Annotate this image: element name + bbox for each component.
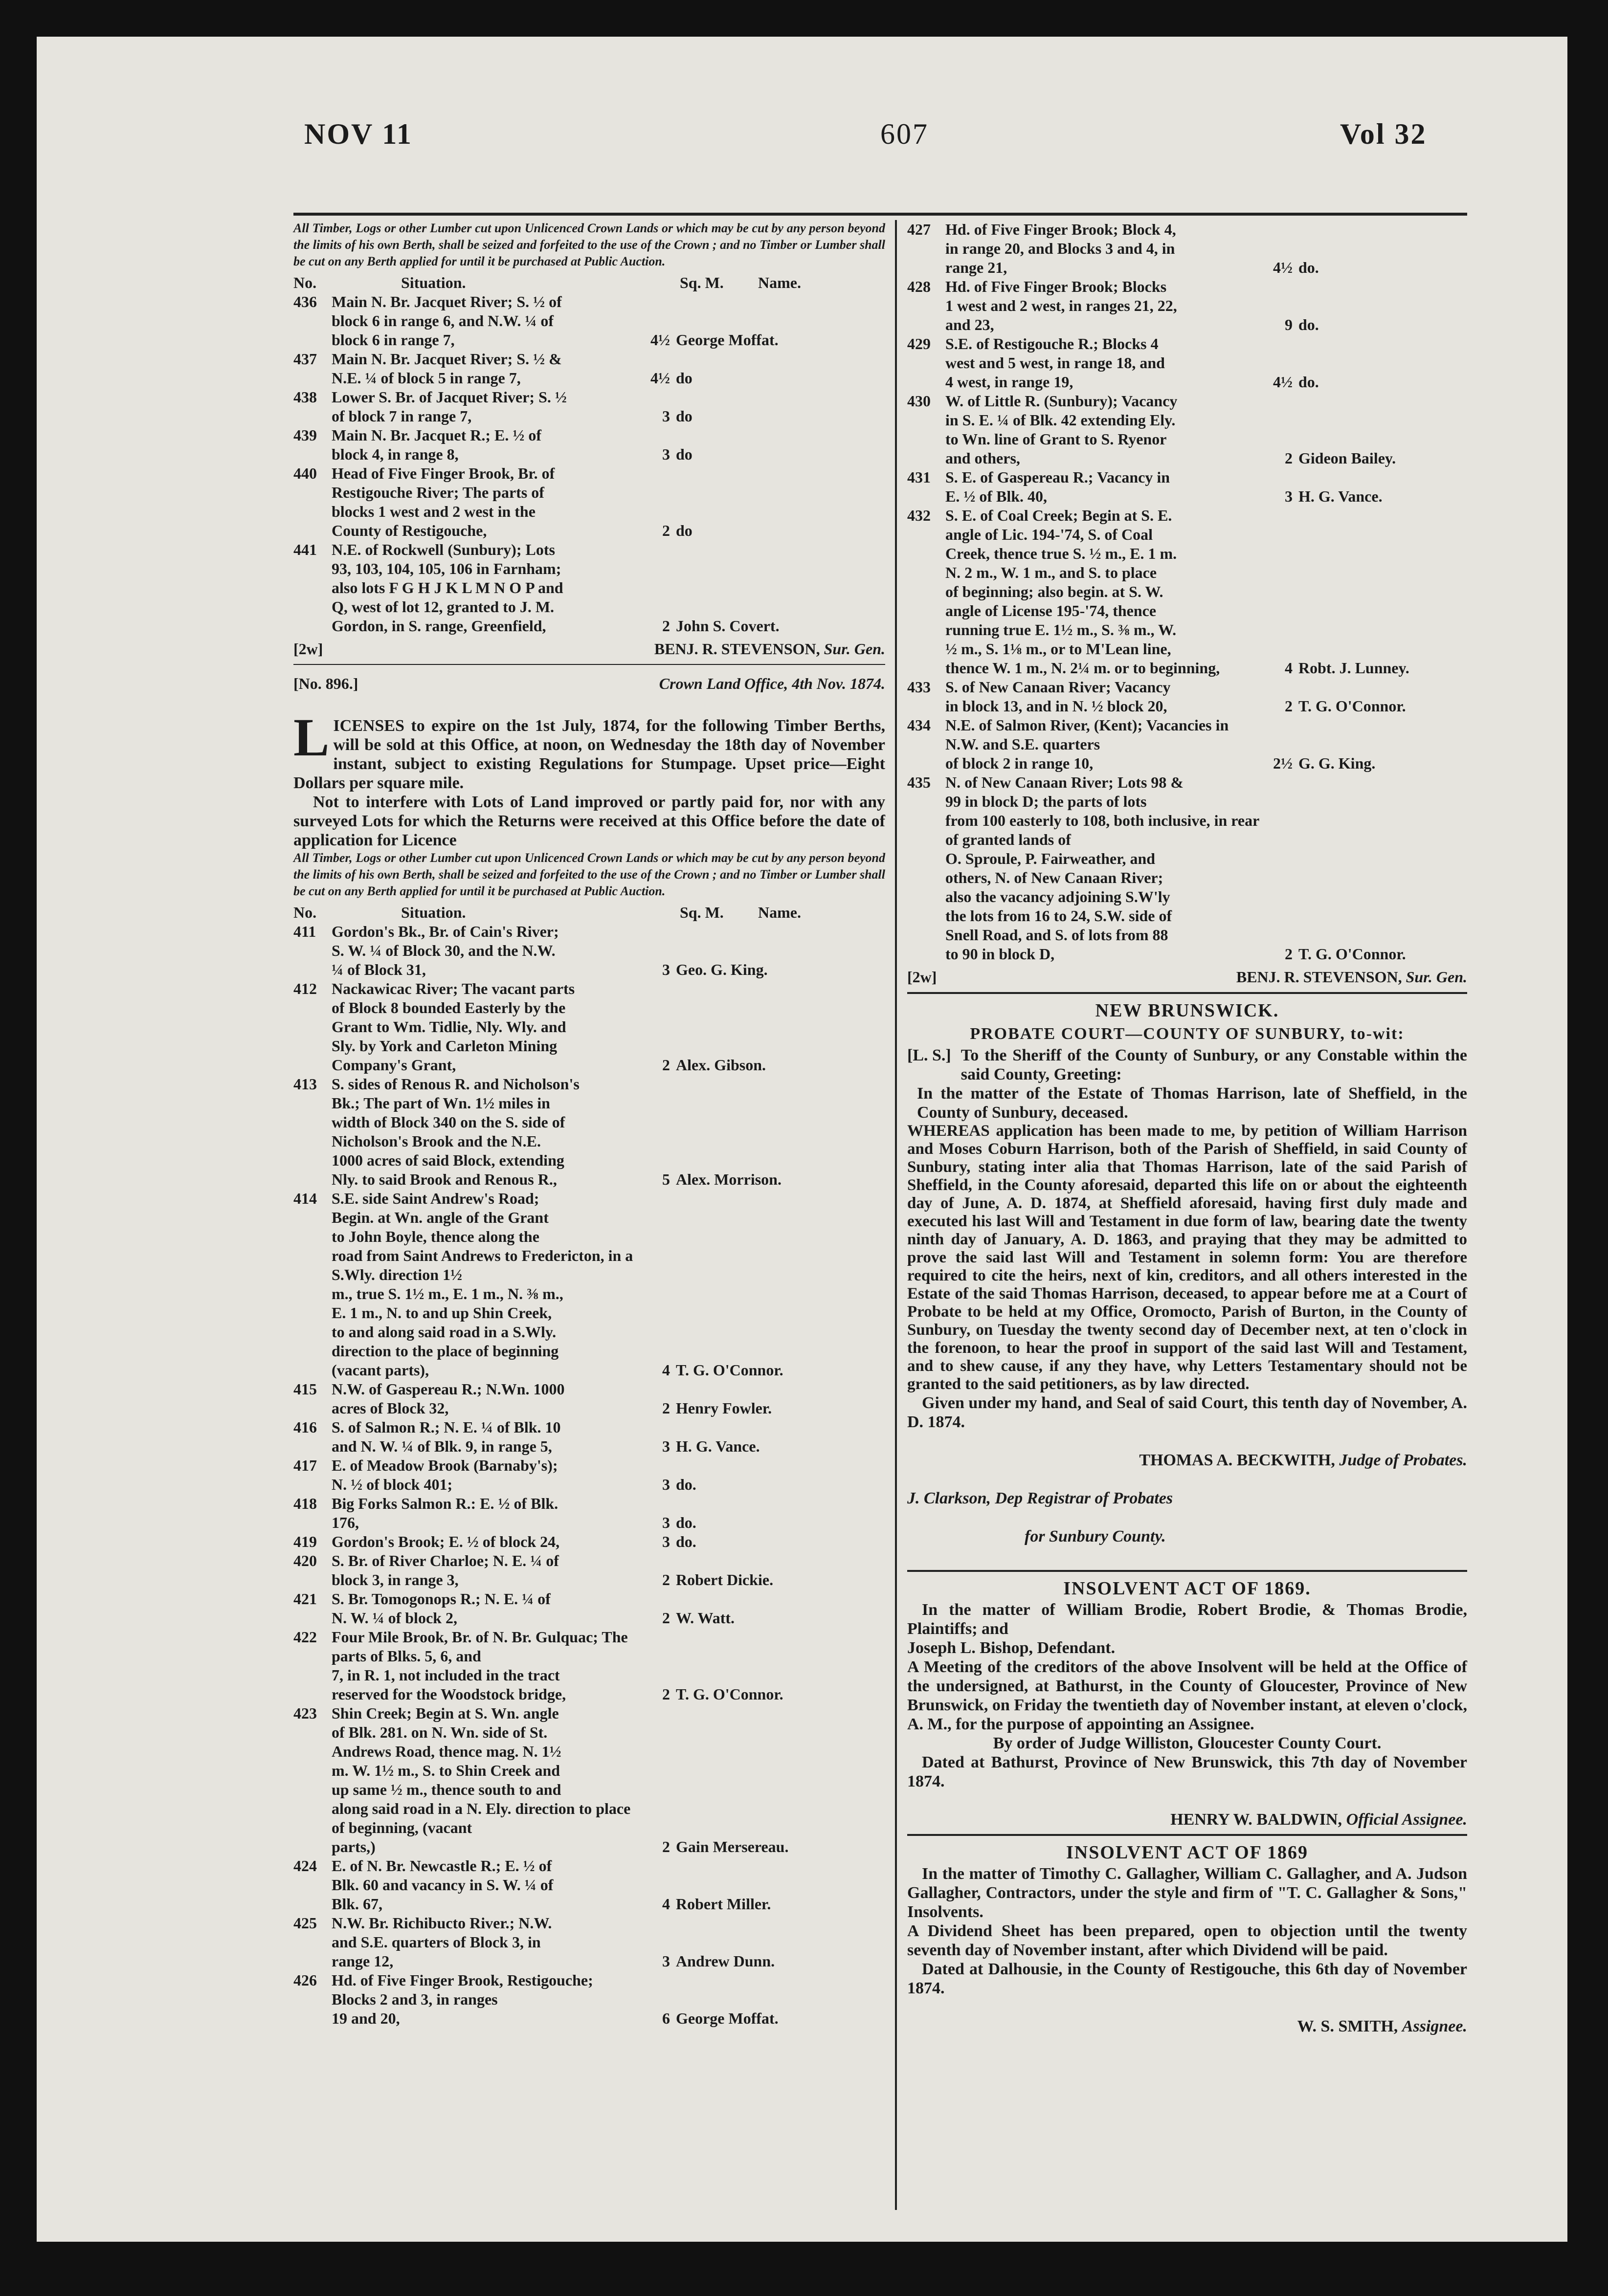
berth-licensee: Alex. Gibson. [676,1056,766,1074]
berth-square-miles: 2 [1285,945,1293,963]
insolvent-dated-2: Dated at Dalhousie, in the County of Restigouche, this 6th day of November 1874. [907,1960,1467,1997]
berth-number: 429 [907,335,931,353]
berth-square-miles: 3 [662,407,670,425]
berth-entry [907,220,1467,277]
berth-number: 412 [293,980,317,997]
berth-situation: Hd. of Five Finger Brook; Blocks 1 west and 2 west, in ranges 21, 22, and 23, [945,278,1177,333]
berth-entry [907,678,1467,716]
berth-entry [293,1551,885,1590]
berth-entry [293,1590,885,1628]
berth-licensee: Andrew Dunn. [676,1952,775,1970]
berth-square-miles: 2 [1285,449,1293,467]
insertion-mark: [2w] [907,968,937,986]
berth-licensee: W. Watt. [676,1609,735,1627]
berth-entry [293,1380,885,1418]
assignee-title: Assignee. [1402,2017,1467,2035]
berth-number: 423 [293,1704,317,1722]
berth-list-bottom [293,922,885,2028]
berth-square-miles: 5 [662,1170,670,1188]
probate-matter: In the matter of the Estate of Thomas Harrison, late of Sheffield, in the County of Sunbury, deceased. [917,1084,1467,1122]
berth-licensee: H. G. Vance. [676,1437,760,1455]
divider [293,664,885,665]
berth-licensee: George Moffat. [676,2009,779,2027]
berth-entry [293,1971,885,2028]
header-name: Name. [758,904,801,921]
divider [907,1834,1467,1836]
berth-entry [293,1075,885,1189]
berth-licensee: do [676,522,692,539]
berth-situation: N.E. of Rockwell (Sunbury); Lots 93, 103, 104, 105, 106 in Farnham; also lots F G H J K L M N O P and Q, west of lot 12, granted to J. M. Gordon, in S. range, Greenfield, [332,541,563,635]
berth-number: 418 [293,1495,317,1512]
signer-title: Sur. Gen. [1406,968,1467,986]
berth-licensee: George Moffat. [676,331,779,349]
berth-square-miles: 3 [662,961,670,978]
berth-licensee: do [676,445,692,463]
berth-situation: S. E. of Coal Creek; Begin at S. E. angle of Lic. 194-'74, S. of Coal Creek, thence true S. ½ m., E. 1 m. N. 2 m., W. 1 m., and S. to place of beginning; also begin. at S. W. angle of License 195-'74, thence running true E. 1½ m., S. ⅜ m., W. ½ m., S. 1⅛ m., or to M'Lean line, thence W. 1 m., N. 2¼ m. or to beginning, [945,507,1220,677]
berth-licensee: do [676,369,692,387]
left-column [293,220,885,2028]
berth-situation: S. sides of Renous R. and Nicholson's Bk.; The part of Wn. 1½ miles in width of Block 340 on the S. side of Nicholson's Brook and the N.E. 1000 acres of said Block, extending Nly. to said Brook and Renous R., [332,1075,580,1188]
berth-number: 432 [907,507,931,524]
column-headers-2 [293,903,885,922]
berth-licensee: do. [1298,373,1319,391]
header-sq: Sq. M. [680,274,724,291]
berth-situation: Shin Creek; Begin at S. Wn. angle of Blk. 281. on N. Wn. side of St. Andrews Road, thence mag. N. 1½ m. W. 1½ m., S. to Shin Creek and up same ½ m., thence south to and along said road in a N. Ely. direction to place of beginning, (vacant parts,) [332,1704,631,1855]
berth-situation: S. Br. Tomogonops R.; N. E. ¼ of N. W. ¼ of block 2, [332,1590,551,1627]
berth-situation: Four Mile Brook, Br. of N. Br. Gulquac; The parts of Blks. 5, 6, and 7, in R. 1, not included in the tract reserved for the Woodstock bridge, [332,1628,628,1703]
berth-situation: Gordon's Bk., Br. of Cain's River; S. W. ¼ of Block 30, and the N.W. ¼ of Block 31, [332,923,559,978]
berth-entry [293,292,885,350]
berth-square-miles: 2 [662,1838,670,1855]
berth-entry [293,922,885,979]
divider [907,992,1467,994]
berth-situation: N.E. of Salmon River, (Kent); Vacancies in N.W. and S.E. quarters of block 2 in range 10, [945,716,1229,772]
insertion-mark: [2w] [293,640,323,658]
berth-entry [907,716,1467,773]
berth-entry [293,1532,885,1551]
berth-square-miles: 4½ [1273,259,1293,276]
berth-situation: Hd. of Five Finger Brook, Restigouche; Blocks 2 and 3, in ranges 19 and 20, [332,1971,593,2027]
berth-situation: Main N. Br. Jacquet River; S. ½ of block 6 in range 6, and N.W. ¼ of block 6 in range 7, [332,293,562,349]
seal-mark: [L. S.] [907,1046,951,1064]
insolvent-matter-1: In the matter of William Brodie, Robert Brodie, & Thomas Brodie, Plaintiffs; and Joseph L. Bishop, Defendant. [907,1601,1467,1657]
berth-situation: N.W. of Gaspereau R.; N.Wn. 1000 acres of Block 32, [332,1380,565,1417]
berth-licensee: T. G. O'Connor. [1298,945,1406,963]
berth-number: 427 [907,221,931,238]
berth-number: 426 [293,1971,317,1989]
insolvent-body-1: A Meeting of the creditors of the above Insolvent will be held at the Office of the undersigned, at Bathurst, in the County of Gloucester, Province of New Brunswick, on Friday the twentieth day of November instant, at eleven o'clock, A. M., for the purpose of appointing an Assignee. [907,1658,1467,1733]
insolvent-order: By order of Judge Williston, Gloucester County Court. [993,1734,1382,1752]
berth-situation: Big Forks Salmon R.: E. ½ of Blk. 176, [332,1495,558,1531]
berth-licensee: do. [1298,259,1319,276]
berth-licensee: T. G. O'Connor. [676,1685,783,1703]
berth-entry [293,540,885,636]
berth-number: 439 [293,426,317,444]
berth-situation: W. of Little R. (Sunbury); Vacancy in S. E. ¼ of Blk. 42 extending Ely. to Wn. line of Grant to S. Ryenor and others, [945,392,1178,467]
probate-address [907,1046,1467,1084]
berth-situation: S.E. of Restigouche R.; Blocks 4 west and 5 west, in range 18, and 4 west, in range 19, [945,335,1165,391]
insolvent-signer-2 [907,1998,1467,2036]
berth-situation: E. of N. Br. Newcastle R.; E. ½ of Blk. 60 and vacancy in S. W. ¼ of Blk. 67, [332,1857,554,1913]
berth-licensee: T. G. O'Connor. [676,1361,783,1379]
berth-entry [293,426,885,464]
volume-label: Vol 32 [1340,118,1427,150]
licenses-paragraph [293,697,885,793]
judge-title: Judge of Probates. [1339,1451,1467,1469]
assignee-title: Official Assignee. [1346,1810,1467,1829]
berth-situation: N. of New Canaan River; Lots 98 & 99 in block D; the parts of lots from 100 easterly to 108, both inclusive, in rear of granted lands of O. Sproule, P. Fairweather, and others, N. of New Canaan River; also the vacancy adjoining S.W'ly the lots from 16 to 24, S.W. side of Snell Road, and S. of lots from 88 to 90 in block D, [945,773,1259,963]
berth-number: 416 [293,1418,317,1436]
berth-number: 435 [907,773,931,791]
berth-licensee: G. G. King. [1298,754,1376,772]
berth-number: 421 [293,1590,317,1608]
berth-square-miles: 9 [1285,316,1293,333]
page-number: 607 [880,118,929,150]
insolvent-dated-1: Dated at Bathurst, Province of New Brunswick, this 7th day of November 1874. [907,1753,1467,1790]
berth-situation: N.W. Br. Richibucto River.; N.W. and S.E. quarters of Block 3, in range 12, [332,1914,552,1970]
insolvent-body-2: A Dividend Sheet has been prepared, open to objection until the twenty seventh day of November instant, after which Dividend will be paid. [907,1922,1467,1959]
berth-situation: Hd. of Five Finger Brook; Block 4, in range 20, and Blocks 3 and 4, in range 21, [945,221,1176,276]
insolvent-matter-2: In the matter of Timothy C. Gallagher, William C. Gallagher, and A. Judson Gallagher, Contractors, under the style and firm of "T. C. Gallagher & Sons," Insolvents. [907,1865,1467,1921]
signer-title: Sur. Gen. [824,640,885,658]
berth-situation: Gordon's Brook; E. ½ of block 24, [332,1533,560,1550]
berth-number: 433 [907,678,931,696]
berth-licensee: Gain Mersereau. [676,1838,789,1855]
berth-number: 413 [293,1075,317,1093]
header-name: Name. [758,274,801,291]
berth-square-miles: 6 [662,2009,670,2027]
timber-notice-top: All Timber, Logs or other Lumber cut upon Unlicenced Crown Lands or which may be cut by any person beyond the limits of his own Berth, shall be seized and forfeited to the use of the Crown ; and no Timber or Lumber shall be cut on any Berth applied for until it be purchased at Public Auction. [293,221,885,268]
notice-number: [No. 896.] [293,675,358,692]
probate-given: Given under my hand, and Seal of said Court, this tenth day of November, A. D. 1874. [907,1394,1467,1431]
notice-number-line [293,673,885,694]
berth-situation: Head of Five Finger Brook, Br. of Restigouche River; The parts of blocks 1 west and 2 west in the County of Restigouche, [332,464,555,539]
signer-name: BENJ. R. STEVENSON, [654,640,820,658]
berth-number: 434 [907,716,931,734]
signature-block-2 [907,967,1467,987]
berth-entry [293,1914,885,1971]
berth-situation: E. of Meadow Brook (Barnaby's); N. ½ of block 401; [332,1457,558,1493]
berth-situation: Main N. Br. Jacquet River; S. ½ & N.E. ¼ of block 5 in range 7, [332,350,562,387]
berth-list-top [293,292,885,636]
berth-square-miles: 3 [1285,487,1293,505]
right-column [907,220,1467,2036]
berth-square-miles: 2 [662,522,670,539]
berth-licensee: do. [676,1533,696,1550]
licenses-text: ICENSES to expire on the 1st July, 1874, for the following Timber Berths, will be sold at this Office, at noon, on Wednesday the 18th day of November instant, subject to existing Regulations for Stumpage. Upset price—Eight Dollars per square mile. [293,717,885,792]
probate-title-1: NEW BRUNSWICK. [1095,1000,1279,1021]
berth-number: 424 [293,1857,317,1875]
header-situation: Situation. [401,274,466,291]
berth-licensee: Alex. Morrison. [676,1170,782,1188]
berth-entry [293,350,885,388]
berth-number: 419 [293,1533,317,1550]
berth-list-right [907,220,1467,964]
to-sheriff: To the Sheriff of the County of Sunbury, or any Constable within the said County, Greeting: [960,1046,1467,1083]
berth-entry [293,464,885,540]
berth-square-miles: 2 [662,1056,670,1074]
timber-notice-mid: All Timber, Logs or other Lumber cut upon Unlicenced Crown Lands or which may be cut by any person beyond the limits of his own Berth, shall be seized and forfeited to the use of the Crown ; and no Timber or Lumber shall be cut on any Berth applied for until it be purchased at Public Auction. [293,851,885,898]
registrar-line [907,1470,1467,1565]
berth-licensee: T. G. O'Connor. [1298,697,1406,715]
berth-number: 440 [293,464,317,482]
berth-entry [907,392,1467,468]
berth-situation: S. of Salmon R.; N. E. ¼ of Blk. 10 and N. W. ¼ of Blk. 9, in range 5, [332,1418,561,1455]
drop-cap: L [293,707,330,767]
berth-entry [907,506,1467,678]
office-date: Crown Land Office, 4th Nov. 1874. [659,675,885,692]
berth-number: 438 [293,388,317,406]
signature-block-1 [293,639,885,659]
berth-number: 425 [293,1914,317,1932]
berth-situation: Nackawicac River; The vacant parts of Block 8 bounded Easterly by the Grant to Wm. Tidlie, Nly. Wly. and Sly. by York and Carleton Mining Company's Grant, [332,980,575,1074]
berth-entry [293,1456,885,1494]
berth-licensee: Robert Miller. [676,1895,771,1913]
berth-number: 422 [293,1628,317,1646]
berth-number: 430 [907,392,931,410]
berth-square-miles: 4½ [650,331,670,349]
berth-entry [293,1418,885,1456]
page-date: NOV 11 [304,118,413,150]
insolvent-signer-1 [907,1791,1467,1829]
insolvent-title-1: INSOLVENT ACT OF 1869. [1063,1578,1311,1599]
judge-signature [907,1432,1467,1470]
header-sq: Sq. M. [680,904,724,921]
berth-licensee: Robert Dickie. [676,1571,774,1589]
berth-square-miles: 3 [662,1533,670,1550]
berth-number: 420 [293,1552,317,1569]
berth-square-miles: 4 [1285,659,1293,677]
berth-licensee: do. [1298,316,1319,333]
berth-square-miles: 3 [662,1476,670,1493]
berth-entry [293,1856,885,1914]
header-no: No. [293,904,317,921]
probate-title-2: PROBATE COURT—COUNTY OF SUNBURY, to-wit: [970,1025,1405,1043]
berth-entry [293,979,885,1075]
berth-situation: S. E. of Gaspereau R.; Vacancy in E. ½ of Blk. 40, [945,468,1170,505]
berth-number: 414 [293,1190,317,1207]
berth-licensee: Geo. G. King. [676,961,768,978]
column-headers [293,273,885,292]
berth-licensee: H. G. Vance. [1298,487,1383,505]
assignee-name: W. S. SMITH, [1297,2017,1398,2035]
berth-square-miles: 4½ [1273,373,1293,391]
header-no: No. [293,274,317,291]
berth-licensee: John S. Covert. [676,617,780,635]
berth-number: 441 [293,541,317,558]
judge-name: THOMAS A. BECKWITH, [1139,1451,1335,1469]
berth-square-miles: 4 [662,1895,670,1913]
not-to-interfere: Not to interfere with Lots of Land improved or partly paid for, nor with any surveyed Lots for which the Returns were received at this Office before the date of application for Licence [293,793,885,849]
berth-number: 415 [293,1380,317,1398]
berth-entry [907,277,1467,334]
berth-licensee: do. [676,1476,696,1493]
berth-entry [293,1628,885,1704]
berth-situation: Lower S. Br. of Jacquet River; S. ½ of block 7 in range 7, [332,388,567,425]
berth-square-miles: 2 [662,1609,670,1627]
signer-name: BENJ. R. STEVENSON, [1236,968,1402,986]
berth-licensee: Gideon Bailey. [1298,449,1396,467]
berth-entry [293,1189,885,1380]
berth-square-miles: 2 [662,1399,670,1417]
header-situation: Situation. [401,904,466,921]
berth-number: 411 [293,923,316,940]
berth-square-miles: 4½ [650,369,670,387]
berth-square-miles: 2 [662,1571,670,1589]
berth-square-miles: 2 [1285,697,1293,715]
assignee-name: HENRY W. BALDWIN, [1170,1810,1342,1829]
berth-licensee: Henry Fowler. [676,1399,772,1417]
berth-licensee: do. [676,1514,696,1531]
probate-body: WHEREAS application has been made to me, by petition of William Harrison and Moses Coburn Harrison, both of the Parish of Sheffield, in said County of Sunbury, stating inter alia that Thomas Harrison, late of the said Parish of Sheffield, in the County aforesaid, departed this life on or about the eighteenth day of June, A. D. 1874, at Sheffield aforesaid, having first duly made and executed his last Will and Testament in due form of law, bearing date the twenty ninth day of January, A. D. 1863, and praying that they may be admitted to prove the said last Will and Testament in solemn form: You are therefore required to cite the heirs, next of kin, creditors, and all others interested in the Estate of the said Thomas Harrison, deceased, to appear before me at a Court of Probate to be held at my Office, Oromocto, Parish of Burton, in the County of Sunbury, on Tuesday the twenty second day of December next, at ten o'clock in the forenoon, to hear the proof in support of the said last Will and Testament, and to shew cause, if any they have, why Letters Testamentary should not be granted to the said petitioners, as by law directed. [907,1122,1467,1393]
berth-square-miles: 3 [662,1437,670,1455]
header-rule [293,213,1467,216]
gazette-page [37,37,1567,2242]
registrar-county: for Sunbury County. [1025,1527,1166,1545]
berth-entry [293,1704,885,1856]
berth-square-miles: 3 [662,445,670,463]
berth-entry [293,388,885,426]
berth-number: 436 [293,293,317,310]
berth-entry [907,468,1467,506]
berth-square-miles: 2½ [1273,754,1293,772]
berth-entry [907,773,1467,964]
berth-number: 417 [293,1457,317,1474]
berth-situation: Main N. Br. Jacquet R.; E. ½ of block 4, in range 8, [332,426,542,463]
berth-situation: S. Br. of River Charloe; N. E. ¼ of block 3, in range 3, [332,1552,559,1589]
berth-square-miles: 3 [662,1952,670,1970]
berth-number: 428 [907,278,931,295]
divider [907,1570,1467,1572]
berth-square-miles: 2 [662,617,670,635]
berth-situation: S. of New Canaan River; Vacancy in block 13, and in N. ½ block 20, [945,678,1171,715]
berth-licensee: do [676,407,692,425]
registrar: J. Clarkson, Dep Registrar of Probates [907,1489,1173,1507]
berth-number: 437 [293,350,317,368]
column-divider [895,220,897,2210]
insolvent-title-2: INSOLVENT ACT OF 1869 [1066,1842,1308,1863]
berth-square-miles: 3 [662,1514,670,1531]
berth-number: 431 [907,468,931,486]
berth-entry [907,334,1467,392]
berth-licensee: Robt. J. Lunney. [1298,659,1409,677]
berth-square-miles: 2 [662,1685,670,1703]
berth-situation: S.E. side Saint Andrew's Road; Begin. at Wn. angle of the Grant to John Boyle, thence along the road from Saint Andrews to Fredericton, in a S.Wly. direction 1½ m., true S. 1½ m., E. 1 m., N. ⅜ m., E. 1 m., N. to and up Shin Creek, to and along said road in a S.Wly. direction to the place of beginning (vacant parts), [332,1190,633,1379]
berth-square-miles: 4 [662,1361,670,1379]
berth-entry [293,1494,885,1532]
